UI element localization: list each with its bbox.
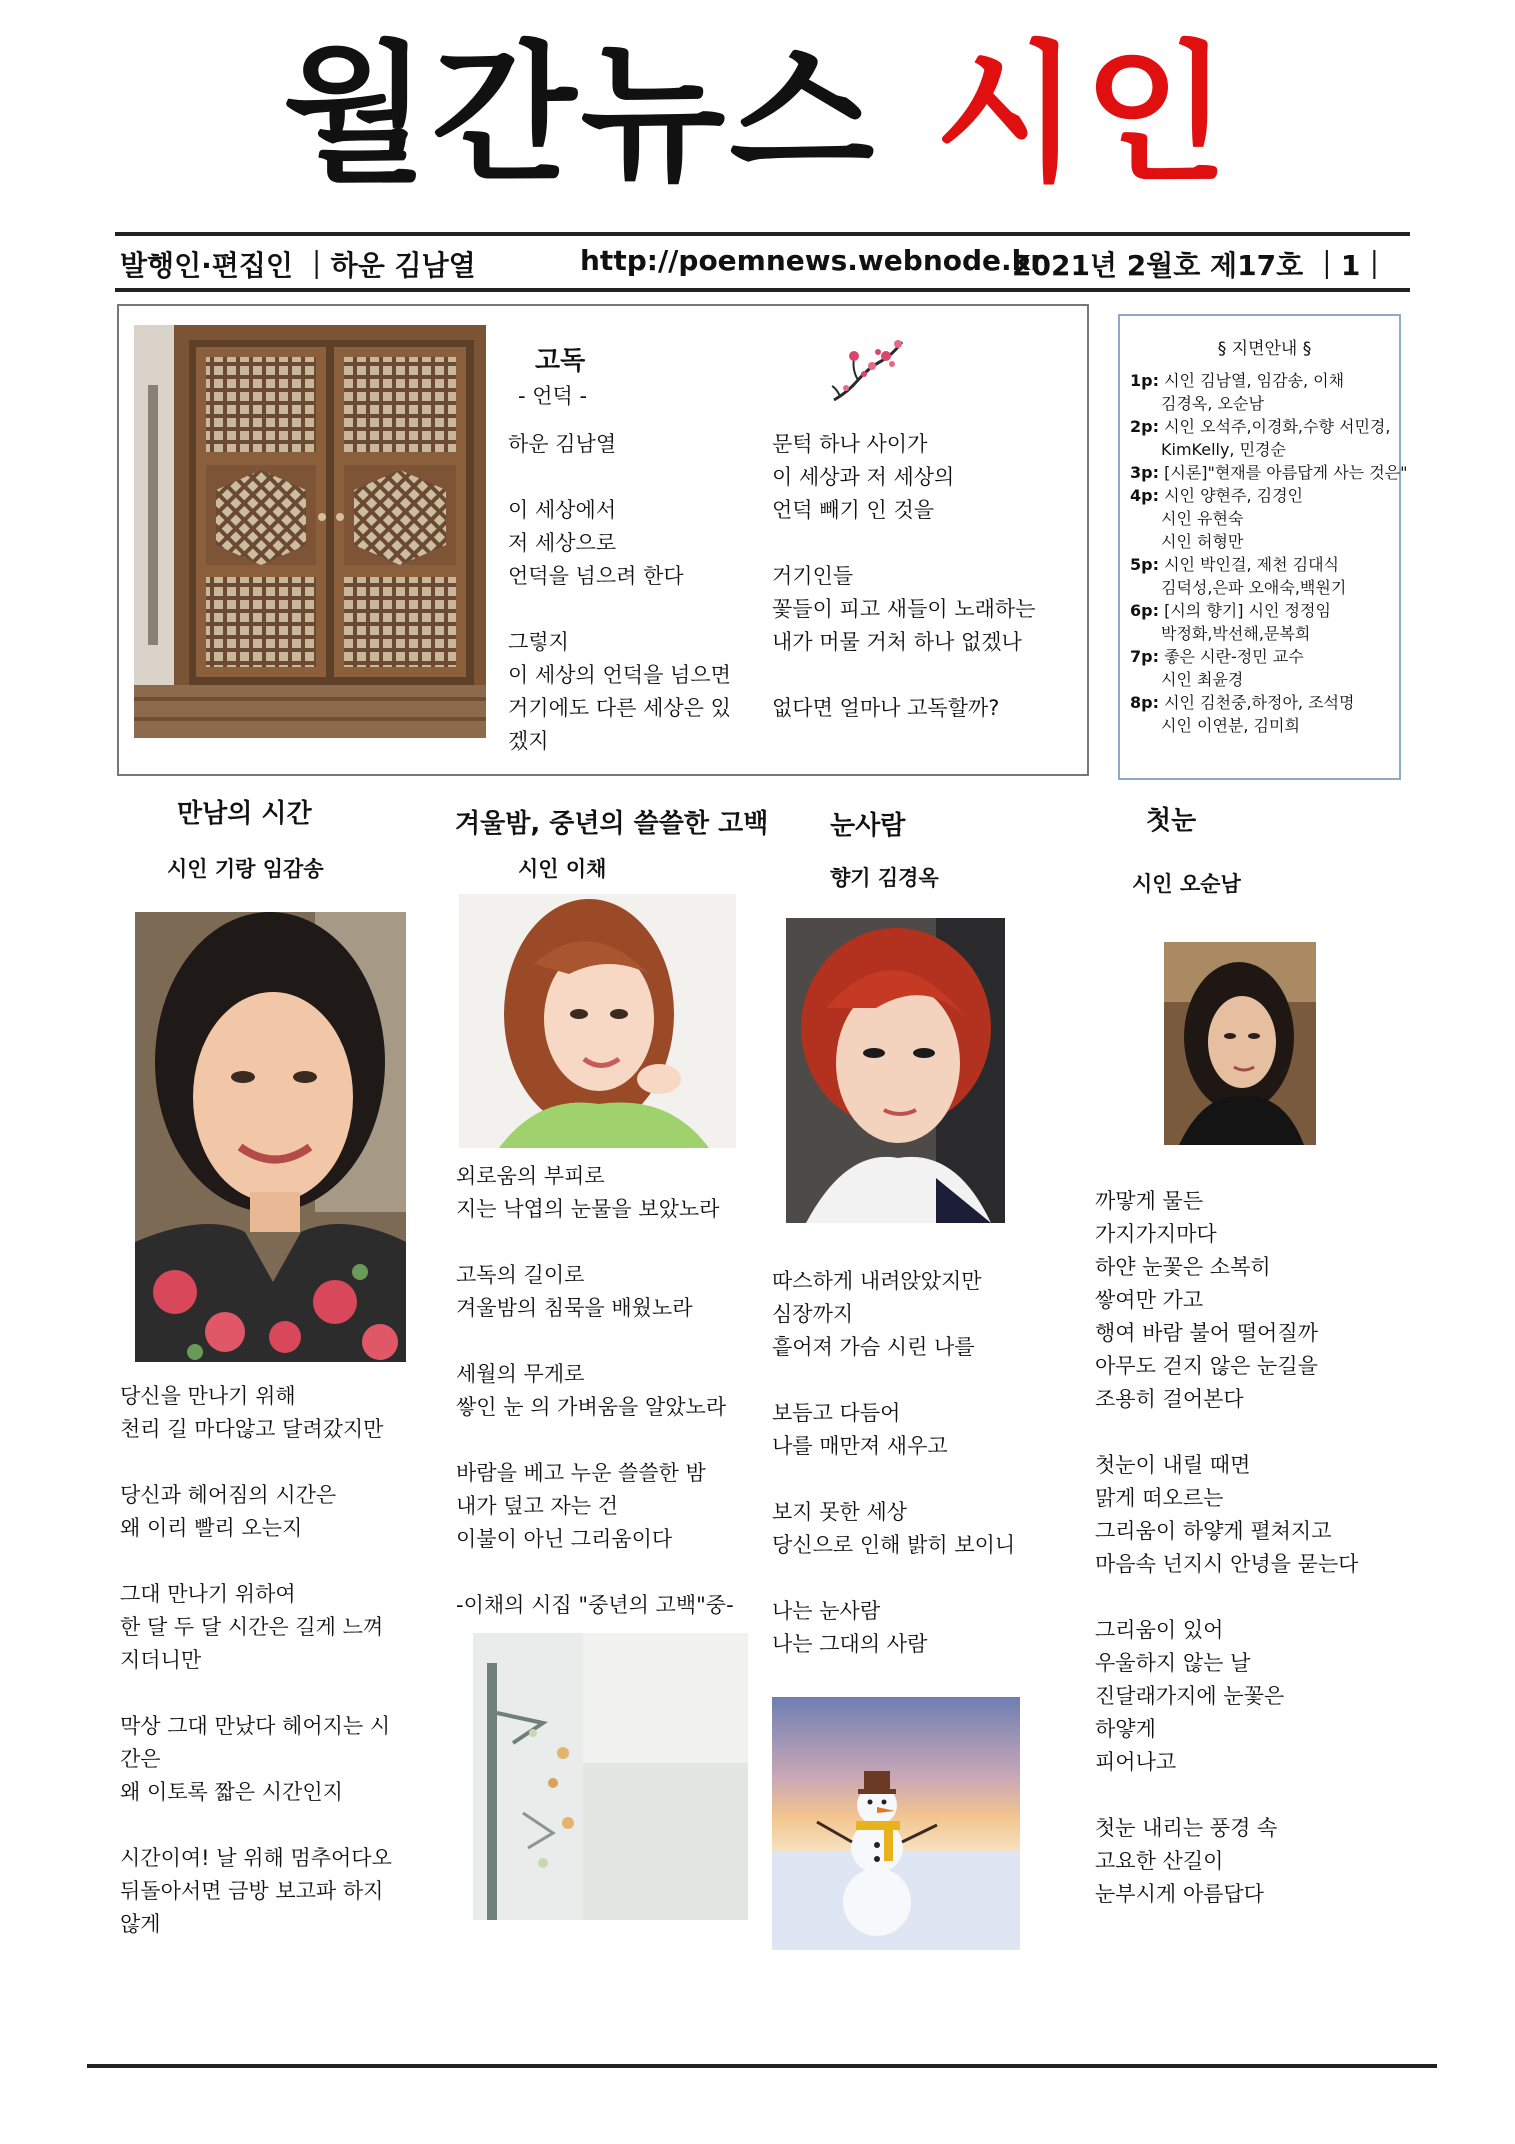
poem-line: 피어나고 <box>1095 1750 1177 1774</box>
poem-line: 언덕을 넘으려 한다 <box>508 564 684 588</box>
stanza-break <box>772 1364 1015 1397</box>
stanza-break <box>456 1226 734 1259</box>
guide-entry-text: 시인 박인걸, 제천 김대식 <box>1164 555 1339 574</box>
poem-body <box>456 1160 734 1622</box>
poem-line: 겨울밤의 침묵을 배웠노라 <box>456 1296 693 1320</box>
stanza-break <box>772 1562 1015 1595</box>
stanza-break <box>120 1809 392 1842</box>
poem-line: 지는 낙엽의 눈물을 보았노라 <box>456 1197 720 1221</box>
feature-column-1 <box>508 428 731 758</box>
stanza-break <box>508 593 731 626</box>
poem-line: 겠지 <box>508 729 549 753</box>
masthead-title <box>0 28 1515 202</box>
guide-entry <box>1130 645 1399 668</box>
guide-entry-text: 시인 이연분, 김미희 <box>1161 716 1300 735</box>
poem-line: 그렇지 <box>508 630 569 654</box>
guide-entry <box>1130 576 1399 599</box>
section-guide-box <box>1118 314 1408 780</box>
stanza-break <box>1095 1416 1358 1449</box>
guide-entry-text: 시인 허형만 <box>1161 532 1244 551</box>
guide-entry <box>1130 599 1399 622</box>
poem-line: 행여 바람 불어 떨어질까 <box>1095 1321 1318 1345</box>
guide-entry <box>1130 438 1399 461</box>
poem-line: 한 달 두 달 시간은 길게 느껴 <box>120 1615 384 1639</box>
poem-line: 않게 <box>120 1912 161 1936</box>
poem-line: 마음속 넌지시 안녕을 묻는다 <box>1095 1552 1359 1576</box>
guide-entry <box>1130 622 1399 645</box>
poem-body <box>772 1265 1015 1661</box>
poem-line: 아무도 걷지 않은 눈길을 <box>1095 1354 1318 1378</box>
stanza-break <box>120 1677 392 1710</box>
guide-entry-text: 시인 김천중,하정아, 조석명 <box>1164 693 1355 712</box>
poem-line: 세월의 무게로 <box>456 1362 585 1386</box>
poem-line: 흩어져 가슴 시린 나를 <box>772 1335 975 1359</box>
poem-line: 첫눈 내리는 풍경 속 <box>1095 1816 1278 1840</box>
feature-subtitle: - 언덕 - <box>518 384 588 408</box>
guide-entry-text: 김경옥, 오순남 <box>1161 394 1264 413</box>
stanza-break <box>120 1545 392 1578</box>
guide-page-label: 7p: <box>1130 647 1159 666</box>
poem-line: 저 세상으로 <box>508 531 617 555</box>
poet-photo <box>1164 942 1316 1145</box>
poem-line: 가지가지마다 <box>1095 1222 1217 1246</box>
poem-line: 하얀 눈꽃은 소복히 <box>1095 1255 1271 1279</box>
guide-entry-text: 박정화,박선해,문복희 <box>1161 624 1311 643</box>
poem-line: 문턱 하나 사이가 <box>772 432 928 456</box>
poem-line: 이 세상과 저 세상의 <box>772 465 955 489</box>
poem-line: 꽃들이 피고 새들이 노래하는 <box>772 597 1036 621</box>
poet-photo <box>135 912 406 1362</box>
guide-entry-text: [시의 향기] 시인 정정임 <box>1164 601 1331 620</box>
guide-entry <box>1130 553 1399 576</box>
poem-line: 진달래가지에 눈꽃은 <box>1095 1684 1285 1708</box>
stanza-break <box>456 1556 734 1589</box>
poem-line: 왜 이토록 짧은 시간인지 <box>120 1780 343 1804</box>
poem-line: 없다면 얼마나 고독할까? <box>772 696 1000 720</box>
poem-line: 간은 <box>120 1747 161 1771</box>
stanza-break <box>456 1325 734 1358</box>
guide-entry-text: 시인 김남열, 임감송, 이채 <box>1164 371 1345 390</box>
guide-entry <box>1130 461 1408 484</box>
poem-line: 당신을 만나기 위해 <box>120 1384 296 1408</box>
stanza-break <box>1095 1779 1358 1812</box>
poem-author: 시인 오순남 <box>1132 872 1241 896</box>
poem-line: 심장까지 <box>772 1302 854 1326</box>
guide-page-label: 4p: <box>1130 486 1159 505</box>
poet-photo <box>786 918 1005 1223</box>
guide-page-label: 1p: <box>1130 371 1159 390</box>
poem-line: 우울하지 않는 날 <box>1095 1651 1251 1675</box>
poem-author: 향기 김경옥 <box>830 866 939 890</box>
guide-entry <box>1130 392 1399 415</box>
poem-line: 시간이여! 날 위해 멈추어다오 <box>120 1846 392 1870</box>
poem-line: 그리움이 하얗게 펼쳐지고 <box>1095 1519 1332 1543</box>
poem-line: 막상 그대 만났다 헤어지는 시 <box>120 1714 391 1738</box>
stanza-break <box>508 461 731 494</box>
stanza-break <box>1095 1581 1358 1614</box>
poem-body <box>1095 1185 1358 1911</box>
stanza-break <box>772 659 1035 692</box>
feature-column-2 <box>772 428 1035 725</box>
masthead-main: 월간뉴스 <box>282 28 879 202</box>
poem-line: 이 세상에서 <box>508 498 617 522</box>
poem-title: 겨울밤, 중년의 쓸쓸한 고백 <box>455 809 769 839</box>
issue-info: 2021년 2월호 제17호 ｜1｜ <box>1012 249 1389 282</box>
guide-entry-text: 시인 오석주,이경화,수향 서민경, <box>1164 417 1391 436</box>
top-rule <box>115 232 1410 236</box>
guide-entry <box>1130 415 1399 438</box>
stanza-break <box>772 527 1035 560</box>
poem-line: 지더니만 <box>120 1648 202 1672</box>
poem-author: 시인 이채 <box>518 857 607 881</box>
poem-line: 당신으로 인해 밝히 보이니 <box>772 1533 1016 1557</box>
publisher-label: 발행인·편집인 ｜하운 김남열 <box>120 249 476 282</box>
poem-line: 그리움이 있어 <box>1095 1618 1224 1642</box>
guide-page-label: 6p: <box>1130 601 1159 620</box>
poem-line: 천리 길 마다않고 달려갔지만 <box>120 1417 384 1441</box>
poem-line: 까맣게 물든 <box>1095 1189 1204 1213</box>
guide-page-label: 8p: <box>1130 693 1159 712</box>
poem-line: 뒤돌아서면 금방 보고파 하지 <box>120 1879 384 1903</box>
poem-line: 쌓인 눈 의 가벼움을 알았노라 <box>456 1395 727 1419</box>
poem-line: 고독의 길이로 <box>456 1263 585 1287</box>
poem-line: 나를 매만져 새우고 <box>772 1434 948 1458</box>
guide-entry <box>1130 507 1399 530</box>
poem-line: 거기에도 다른 세상은 있 <box>508 696 731 720</box>
website-url[interactable]: http://poemnews.webnode.kr <box>580 244 1045 277</box>
poem-line: 나는 눈사람 <box>772 1599 881 1623</box>
poem-title: 첫눈 <box>1146 806 1197 836</box>
stanza-break <box>120 1446 392 1479</box>
poem-line: 이불이 아닌 그리움이다 <box>456 1527 673 1551</box>
poem-body <box>120 1380 392 1941</box>
guide-entry <box>1130 530 1399 553</box>
poem-line: 따스하게 내려앉았지만 <box>772 1269 982 1293</box>
guide-entry <box>1130 668 1399 691</box>
door-photo <box>134 325 486 738</box>
guide-entry <box>1130 484 1399 507</box>
poem-line: 보지 못한 세상 <box>772 1500 908 1524</box>
poem-line: 조용히 걸어본다 <box>1095 1387 1244 1411</box>
guide-entry <box>1130 691 1399 714</box>
guide-entry <box>1130 714 1399 737</box>
footer-rule <box>87 2064 1437 2068</box>
poem-line: 고요한 산길이 <box>1095 1849 1224 1873</box>
poem-line: 나는 그대의 사람 <box>772 1632 928 1656</box>
guide-entry-text: 시인 양현주, 김경인 <box>1164 486 1303 505</box>
poem-line: 맑게 떠오르는 <box>1095 1486 1224 1510</box>
snowman-image <box>772 1697 1020 1950</box>
guide-page-label: 3p: <box>1130 463 1159 482</box>
poem-line: 내가 머물 거처 하나 없겠나 <box>772 630 1022 654</box>
guide-entry-text: [시론]"현재를 아름답게 사는 것은" <box>1164 463 1408 482</box>
poem-line: 언덕 빼기 인 것을 <box>772 498 935 522</box>
poem-line: 보듬고 다듬어 <box>772 1401 901 1425</box>
plum-blossom-icon <box>828 330 908 410</box>
section-guide-heading: § 지면안내 § <box>1217 339 1312 359</box>
poem-line: 그대 만나기 위하여 <box>120 1582 296 1606</box>
poem-line: 왜 이리 빨리 오는지 <box>120 1516 303 1540</box>
guide-entry-text: 김덕성,은파 오애숙,백원기 <box>1161 578 1347 597</box>
poem-author: 시인 기랑 임감송 <box>167 857 324 881</box>
guide-entry-text: 시인 최윤경 <box>1161 670 1244 689</box>
poem-line: 바람을 베고 누운 쓸쓸한 밤 <box>456 1461 706 1485</box>
poem-line: 거기인들 <box>772 564 854 588</box>
poem-line: 첫눈이 내릴 때면 <box>1095 1453 1251 1477</box>
guide-entry <box>1130 369 1399 392</box>
poem-line: 눈부시게 아름답다 <box>1095 1882 1264 1906</box>
poem-line: 외로움의 부피로 <box>456 1164 605 1188</box>
feature-title: 고독 <box>535 346 586 376</box>
guide-page-label: 5p: <box>1130 555 1159 574</box>
poet-photo <box>459 894 736 1148</box>
poem-line: 내가 덮고 자는 건 <box>456 1494 619 1518</box>
poem-line: 하운 김남열 <box>508 432 617 456</box>
guide-entry-text: 시인 유현숙 <box>1161 509 1244 528</box>
stanza-break <box>456 1424 734 1457</box>
poem-line: 당신과 헤어짐의 시간은 <box>120 1483 337 1507</box>
bottom-rule <box>115 288 1410 292</box>
guide-entry-text: 좋은 시란-정민 교수 <box>1164 647 1304 666</box>
poem-title: 눈사람 <box>830 811 906 841</box>
poem-line: 이 세상의 언덕을 넘으면 <box>508 663 731 687</box>
poem-line: 쌓여만 가고 <box>1095 1288 1204 1312</box>
guide-page-label: 2p: <box>1130 417 1159 436</box>
guide-entry-text: KimKelly, 민경순 <box>1161 440 1286 459</box>
poem-title: 만남의 시간 <box>177 799 312 829</box>
poem-line: 하얗게 <box>1095 1717 1156 1741</box>
winter-art-image <box>473 1633 748 1920</box>
poem-line: -이채의 시집 "중년의 고백"중- <box>456 1593 734 1617</box>
section-guide-list <box>1120 316 1408 737</box>
stanza-break <box>772 1463 1015 1496</box>
masthead-accent: 시인 <box>934 28 1233 202</box>
